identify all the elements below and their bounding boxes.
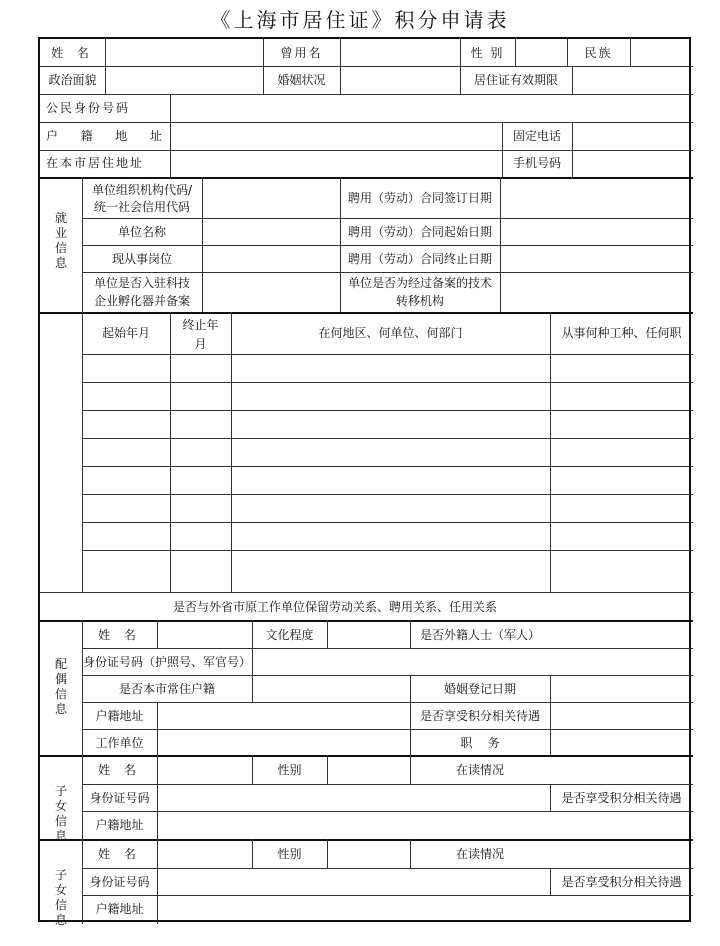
spouse-marriage-date-field[interactable] bbox=[551, 676, 691, 702]
child-1-gender-field[interactable] bbox=[328, 757, 409, 784]
label-spouse-household-address: 户籍地址 bbox=[95, 709, 144, 723]
child-2-household-address-field[interactable] bbox=[158, 896, 691, 922]
label-spouse-id-number: 身份证号码（护照号、军官号） bbox=[82, 655, 251, 669]
former-name-field[interactable] bbox=[341, 40, 459, 66]
label-child-1-gender: 性别 bbox=[277, 763, 302, 777]
label-child-2-points-benefit: 是否享受积分相关待遇 bbox=[561, 875, 682, 889]
child-1-name-field[interactable] bbox=[158, 757, 251, 784]
label-household-address: 户 籍 地 址 bbox=[46, 129, 167, 143]
child-1-id-field[interactable] bbox=[158, 785, 549, 811]
child-2-name-field[interactable] bbox=[158, 841, 251, 868]
label-spouse-employer: 工作单位 bbox=[95, 736, 144, 750]
marital-status-field[interactable] bbox=[341, 67, 459, 94]
child-2-gender-field[interactable] bbox=[328, 841, 409, 868]
label-org-code-1: 单位组织机构代码/ bbox=[91, 183, 193, 197]
spouse-household-address-field[interactable] bbox=[158, 703, 409, 729]
child-1-school-field[interactable] bbox=[551, 757, 691, 784]
header-where: 在何地区、何单位、何部门 bbox=[318, 326, 463, 340]
retain-relation-field[interactable] bbox=[631, 593, 691, 619]
application-form bbox=[38, 37, 691, 927]
household-address-field[interactable] bbox=[171, 123, 501, 150]
spouse-id-field[interactable] bbox=[253, 649, 691, 675]
label-unit-name: 单位名称 bbox=[117, 225, 166, 239]
spouse-points-benefit-field[interactable] bbox=[551, 703, 691, 729]
label-landline: 固定电话 bbox=[512, 129, 561, 143]
label-child-2-gender: 性别 bbox=[277, 847, 302, 861]
label-spouse-foreign: 是否外籍人士（军人） bbox=[419, 628, 540, 642]
ethnicity-field[interactable] bbox=[631, 40, 691, 66]
label-contract-end-date: 聘用（劳动）合同终止日期 bbox=[347, 252, 492, 266]
header-end-month-1: 终止年 bbox=[182, 318, 219, 332]
contract-sign-date-field[interactable] bbox=[501, 179, 691, 218]
label-name: 姓 名 bbox=[51, 46, 94, 60]
label-current-post: 现从事岗位 bbox=[111, 252, 172, 266]
form-title: 《上海市居住证》积分申请表 bbox=[210, 8, 510, 32]
local-address-field[interactable] bbox=[171, 151, 501, 177]
section-spouse: 配偶信息 bbox=[54, 657, 67, 716]
label-child-1-school: 在读情况 bbox=[455, 763, 504, 777]
incubator-field[interactable] bbox=[203, 273, 339, 311]
label-spouse-education: 文化程度 bbox=[265, 628, 314, 642]
name-field[interactable] bbox=[106, 40, 262, 66]
org-code-field[interactable] bbox=[203, 179, 339, 218]
label-spouse-marriage-date: 婚姻登记日期 bbox=[443, 682, 516, 696]
label-transfer-2: 转移机构 bbox=[395, 294, 444, 308]
label-spouse-name: 姓 名 bbox=[98, 628, 141, 642]
label-former-name: 曾用名 bbox=[280, 46, 323, 60]
spouse-local-household-field[interactable] bbox=[253, 676, 409, 702]
work-history-area[interactable] bbox=[83, 355, 691, 591]
landline-field[interactable] bbox=[573, 123, 691, 150]
spouse-education-field[interactable] bbox=[328, 621, 409, 648]
label-mobile: 手机号码 bbox=[512, 156, 561, 170]
label-contract-sign-date: 聘用（劳动）合同签订日期 bbox=[347, 191, 492, 205]
section-employment: 就业信息 bbox=[54, 211, 67, 270]
child-2-id-field[interactable] bbox=[158, 869, 549, 895]
label-child-1-id-number: 身份证号码 bbox=[89, 791, 150, 805]
col-line bbox=[82, 177, 83, 312]
label-child-2-school: 在读情况 bbox=[455, 847, 504, 861]
label-gender: 性 别 bbox=[470, 46, 505, 60]
gender-field[interactable] bbox=[516, 40, 566, 66]
label-id-number: 公民身份号码 bbox=[46, 101, 131, 115]
spouse-foreign-field[interactable] bbox=[551, 621, 691, 648]
label-org-code-2: 统一社会信用代码 bbox=[93, 200, 190, 214]
label-child-2-name: 姓 名 bbox=[98, 847, 141, 861]
contract-end-date-field[interactable] bbox=[501, 246, 691, 272]
transfer-field[interactable] bbox=[501, 273, 691, 311]
spouse-employer-field[interactable] bbox=[158, 730, 409, 755]
section-line bbox=[40, 312, 693, 314]
label-incubator-2: 企业孵化器并备案 bbox=[93, 294, 190, 308]
label-spouse-local-household: 是否本市常住户籍 bbox=[118, 682, 215, 696]
label-permit-validity: 居住证有效期限 bbox=[473, 73, 558, 87]
spouse-position-field[interactable] bbox=[551, 730, 691, 755]
child-1-household-address-field[interactable] bbox=[158, 812, 691, 839]
label-retain-relation: 是否与外省市原工作单位保留劳动关系、聘用关系、任用关系 bbox=[172, 600, 497, 614]
header-end-month-2: 月 bbox=[194, 337, 207, 351]
label-child-1-household-address: 户籍地址 bbox=[95, 818, 144, 832]
header-job: 从事何种工种、任何职 bbox=[561, 326, 682, 340]
label-child-2-household-address: 户籍地址 bbox=[95, 902, 144, 916]
mobile-field[interactable] bbox=[573, 151, 691, 177]
header-start-month: 起始年月 bbox=[101, 326, 150, 340]
id-number-field[interactable] bbox=[171, 95, 691, 122]
label-political-status: 政治面貌 bbox=[48, 73, 97, 87]
label-contract-start-date: 聘用（劳动）合同起始日期 bbox=[347, 225, 492, 239]
section-child-2: 子女信息 bbox=[54, 868, 67, 927]
current-post-field[interactable] bbox=[203, 246, 339, 272]
spouse-name-field[interactable] bbox=[158, 621, 251, 648]
unit-name-field[interactable] bbox=[203, 219, 339, 245]
label-spouse-points-benefit: 是否享受积分相关待遇 bbox=[419, 709, 540, 723]
label-child-2-id-number: 身份证号码 bbox=[89, 875, 150, 889]
label-ethnicity: 民族 bbox=[584, 46, 613, 60]
row-line bbox=[40, 592, 693, 593]
label-marital-status: 婚姻状况 bbox=[277, 73, 326, 87]
child-2-school-field[interactable] bbox=[551, 841, 691, 868]
political-status-field[interactable] bbox=[106, 67, 262, 94]
label-incubator-1: 单位是否入驻科技 bbox=[93, 276, 190, 290]
label-child-1-points-benefit: 是否享受积分相关待遇 bbox=[561, 791, 682, 805]
contract-start-date-field[interactable] bbox=[501, 219, 691, 245]
permit-validity-field[interactable] bbox=[573, 67, 691, 94]
label-spouse-position: 职 务 bbox=[460, 736, 500, 750]
label-child-1-name: 姓 名 bbox=[98, 763, 141, 777]
label-transfer-1: 单位是否为经过备案的技术 bbox=[347, 276, 492, 290]
section-child-1: 子女信息 bbox=[54, 784, 67, 843]
label-local-address: 在本市居住地址 bbox=[46, 156, 145, 170]
